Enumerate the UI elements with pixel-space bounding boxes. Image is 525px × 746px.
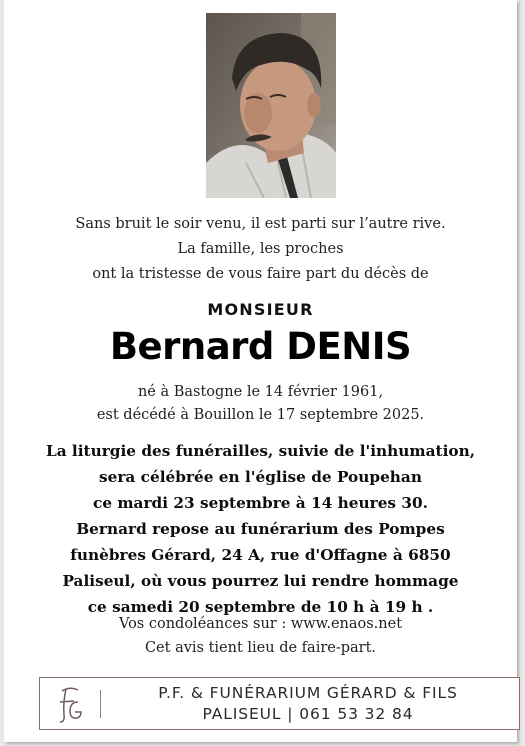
- portrait-photo: [206, 13, 336, 198]
- dates-text: [4, 381, 517, 427]
- ceremony-line: ce mardi 23 septembre à 14 heures 30.: [93, 494, 428, 512]
- notice-line: Cet avis tient lieu de faire-part.: [144, 640, 377, 656]
- intro-text: [4, 212, 517, 287]
- ceremony-line: sera célébrée en l'église de Poupehan: [99, 468, 422, 486]
- ceremony-line: funèbres Gérard, 24 A, rue d'Offagne à 6850: [70, 546, 451, 564]
- funeral-home-contact: PALISEUL | 061 53 32 84: [202, 705, 414, 723]
- dates-line: né à Bastogne le 14 février 1961,: [137, 384, 384, 400]
- funeral-home-name: P.F. & FUNÉRARIUM GÉRARD & FILS: [158, 684, 458, 702]
- portrait-image: [206, 13, 336, 198]
- ceremony-line: ce samedi 20 septembre de 10 h à 19 h .: [87, 598, 434, 616]
- ceremony-line: Paliseul, où vous pourrez lui rendre hommage: [62, 572, 459, 590]
- deceased-title: MONSIEUR: [207, 300, 314, 319]
- ceremony-line: La liturgie des funérailles, suivie de l'inhumation,: [45, 442, 476, 460]
- obituary-page: [4, 0, 517, 742]
- condolences-line: Vos condoléances sur : www.enaos.net: [118, 616, 403, 632]
- intro-line: ont la tristesse de vous faire part du décès de: [92, 266, 429, 282]
- ceremony-text: [4, 438, 517, 620]
- banner-separator: [100, 690, 101, 718]
- ceremony-line: Bernard repose au funérarium des Pompes: [76, 520, 445, 538]
- intro-line: Sans bruit le soir venu, il est parti sur l’autre rive.: [75, 216, 446, 232]
- funeral-home-banner: [39, 677, 520, 730]
- dates-line: est décédé à Bouillon le 17 septembre 2025.: [96, 407, 425, 423]
- deceased-name: Bernard DENIS: [109, 325, 412, 368]
- closing-text: [4, 612, 517, 660]
- intro-line: La famille, les proches: [177, 241, 344, 257]
- funeral-home-monogram-icon: [48, 682, 92, 726]
